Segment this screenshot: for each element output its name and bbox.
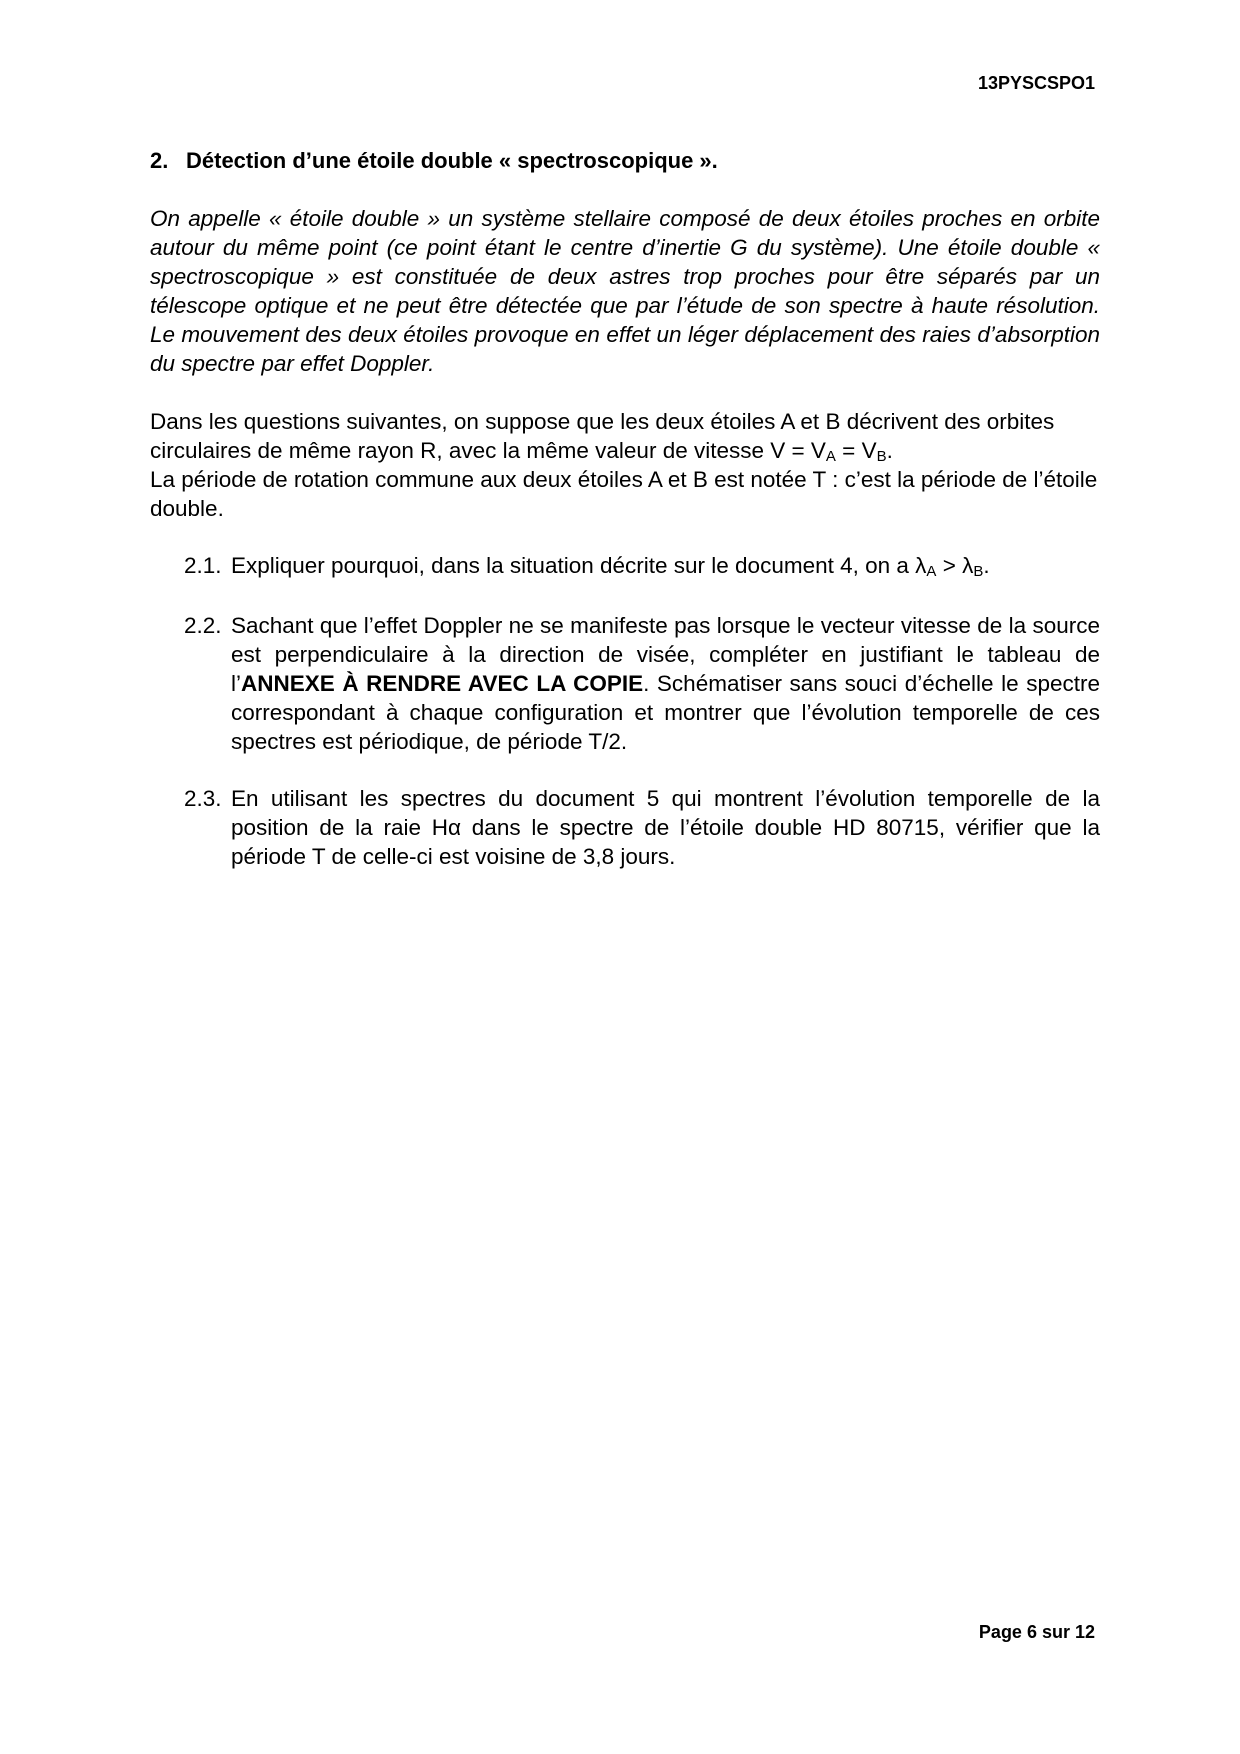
question-text-part: Expliquer pourquoi, dans la situation décrite sur le document 4, on a λ [231,553,927,578]
document-code: 13PYSCSPO1 [977,73,1095,93]
question-2-2 [184,611,1100,756]
question-2-1 [184,551,1100,580]
question-number: 2.2. [184,613,222,638]
period-definition-text: La période de rotation commune aux deux étoiles A et B est notée T : c’est la période de l’étoile double. [150,467,1098,521]
question-number: 2.1. [184,553,222,578]
question-text-part: . Schématiser sans souci d’échelle le spectre correspondant à chaque configuration et montrer que l’évolution temporelle de ces spectres est périodique, de période T/2. [231,671,1101,754]
subscript-b: B [973,563,984,580]
page-number: Page 6 sur 12 [978,1622,1095,1642]
assumptions-text: Dans les questions suivantes, on suppose que les deux étoiles A et B décrivent des orbites circulaires de même rayon R, avec la même valeur de vitesse V = V [150,409,1055,463]
section-number: 2. [150,148,169,173]
question-2-3 [184,784,1100,871]
question-text: En utilisant les spectres du document 5 qui montrent l’évolution temporelle de la position de la raie Hα dans le spectre de l’étoile double HD 80715, vérifier que la période T de celle-ci est voisine de 3,8 jours. [231,786,1100,869]
question-text-part: Sachant que l’effet Doppler ne se manifeste pas lorsque le vecteur vitesse de la source est perpendiculaire à la direction de visée, compléter en justifiant le tableau de l’ [231,613,1100,696]
section-title-text: Détection d’une étoile double « spectroscopique ». [186,148,718,173]
assumptions-paragraph [150,407,1100,523]
question-text-part: > λ [936,553,974,578]
section-title [150,148,718,174]
question-text [231,551,1100,580]
assumptions-text-equals: = V [835,438,877,463]
assumptions-text-end: . [886,438,893,463]
question-text-end: . [983,553,990,578]
annex-reference: ANNEXE À RENDRE AVEC LA COPIE [241,671,644,696]
subscript-b: B [876,448,887,465]
question-number: 2.3. [184,786,222,811]
question-text [231,611,1100,756]
subscript-a: A [926,563,937,580]
intro-paragraph: On appelle « étoile double » un système stellaire composé de deux étoiles proches en orbite autour du même point (ce point étant le centre d’inertie G du système). Une étoile double « spectroscopique » est constituée de deux astres trop proches pour être séparés par un télescope optique et ne peut être détectée que par l’étude de son spectre à haute résolution. Le mouvement des deux étoiles provoque en effet un léger déplacement des raies d’absorption du spectre par effet Doppler. [150,206,1100,376]
subscript-a: A [825,448,836,465]
